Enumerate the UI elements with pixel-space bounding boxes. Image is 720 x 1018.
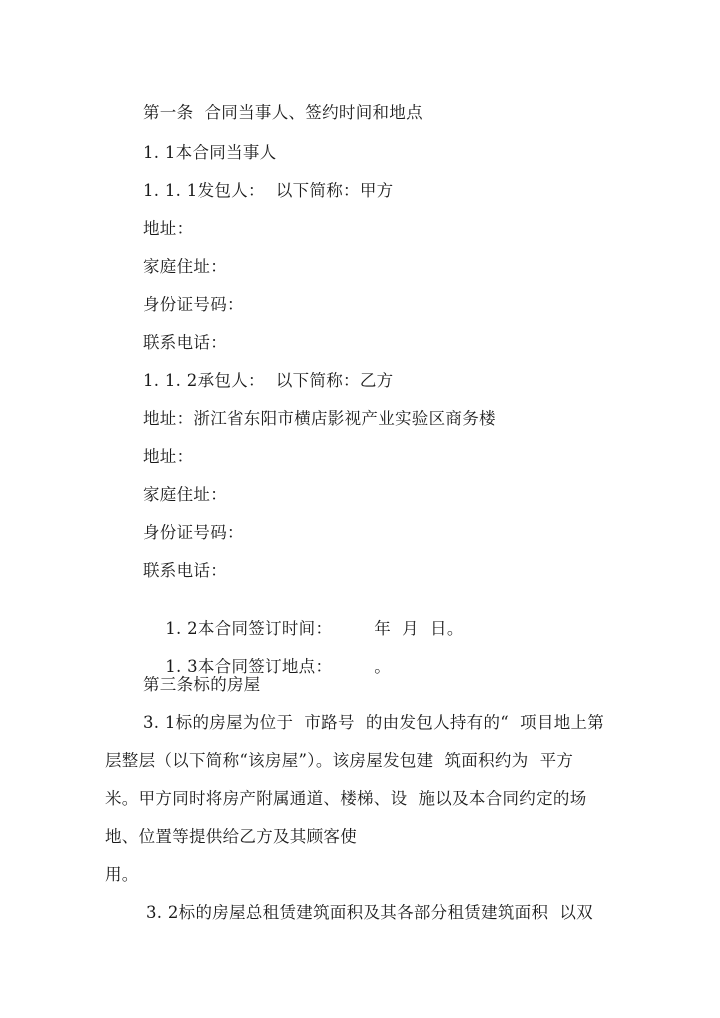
section-3-1-line-2: 层整层（以下简称“该房屋”）。该房屋发包建 筑面积约为 平方 [105, 751, 574, 770]
article3-heading: 第三条标的房屋 [143, 675, 261, 694]
article1-heading: 第一条 合同当事人、签约时间和地点 [143, 103, 423, 122]
party-a-address-label: 地址： [143, 219, 194, 238]
party-a-home-address-label: 家庭住址： [143, 257, 227, 276]
party-b-id-label: 身份证号码： [143, 523, 244, 542]
party-b-phone-label: 联系电话： [143, 561, 227, 580]
section-3-2: 3. 2标的房屋总租赁建筑面积及其各部分租赁建筑面积 以双 [146, 903, 593, 922]
signing-date-blank: 年 月 日。 [374, 619, 464, 638]
signing-time-label: 1. 2本合同签订时间： [165, 619, 333, 638]
party-a-id-label: 身份证号码： [143, 295, 244, 314]
section-1-1-1: 1. 1. 1发包人： 以下简称：甲方 [143, 181, 394, 200]
section-3-1-line-1: 3. 1标的房屋为位于 市路号 的由发包人持有的“ 项目地上第 [143, 713, 605, 732]
party-b-home-address-label: 家庭住址： [143, 485, 227, 504]
party-a-phone-label: 联系电话： [143, 333, 227, 352]
signing-place-label: 1. 3本合同签订地点： [165, 657, 333, 676]
section-1-1: 1. 1本合同当事人 [143, 143, 277, 162]
section-3-1-line-4: 地、位置等提供给乙方及其顾客使 [105, 827, 357, 846]
section-3-1-line-3: 米。甲方同时将房产附属通道、楼梯、设 施以及本合同约定的场 [105, 789, 587, 808]
signing-place-end: 。 [374, 657, 392, 676]
section-3-1-line-5: 用。 [105, 865, 139, 884]
section-1-1-2: 1. 1. 2承包人： 以下简称：乙方 [143, 371, 394, 390]
party-b-address-line: 地址：浙江省东阳市横店影视产业实验区商务楼 [143, 409, 496, 428]
party-b-address-label: 地址： [143, 447, 194, 466]
